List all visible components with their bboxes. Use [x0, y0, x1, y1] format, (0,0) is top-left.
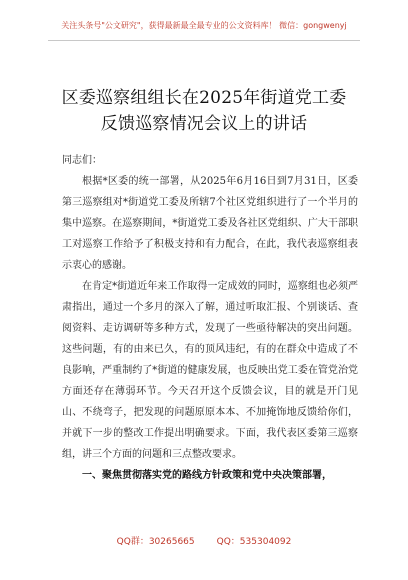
document-body	[62, 150, 358, 486]
salutation: 同志们：	[62, 155, 102, 166]
title-line-1: 区委巡察组组长在2025年街道党工委	[61, 88, 347, 109]
section-heading-1: 一、聚焦贯彻落实党的路线方针政策和党中央决策部署，	[82, 470, 332, 481]
header-banner: 关注头条号"公文研究"，获得最新最全最专业的公文资料库！ 微信：gongwenyj	[61, 21, 347, 30]
document-title	[0, 85, 408, 137]
footer-qq: QQ：535304092	[216, 537, 292, 547]
paragraph-1: 根据*区委的统一部署，从2025年6月16日到7月31日，区委第三巡察组对*街道党工委及所辖7个社区党组织进行了一个半月的集中巡察。在巡察期间，*街道党工委及各社区党组织、广大干部职工对巡察工作给予了积极支持和有力配合，在此，我代表巡察组表示衷心的感谢。	[62, 176, 358, 271]
paragraph-2: 在肯定*街道近年来工作取得一定成效的同时，巡察组也必须严肃指出，通过一个多月的深入了解，通过听取汇报、个别谈话、查阅资料、走访调研等多种方式，发现了一些亟待解决的突出问题。这些问题，有的由来已久，有的顶风违纪，有的在群众中造成了不良影响，严重制约了*街道的健康发展，也反映出党工委在管党治党方面还存在薄弱环节。今天召开这个反馈会议，目的就是开门见山、不绕弯子，把发现的问题原原本本、不加掩饰地反馈给你们，并就下一步的整改工作提出明确要求。下面，我代表区委第三巡察组，讲三个方面的问题和三点整改要求。	[62, 281, 358, 460]
footer-contact	[0, 534, 408, 547]
header-divider	[48, 40, 360, 41]
footer-qq-group: QQ群：30265665	[116, 537, 195, 547]
title-line-2: 反馈巡察情况会议上的讲话	[100, 114, 308, 135]
